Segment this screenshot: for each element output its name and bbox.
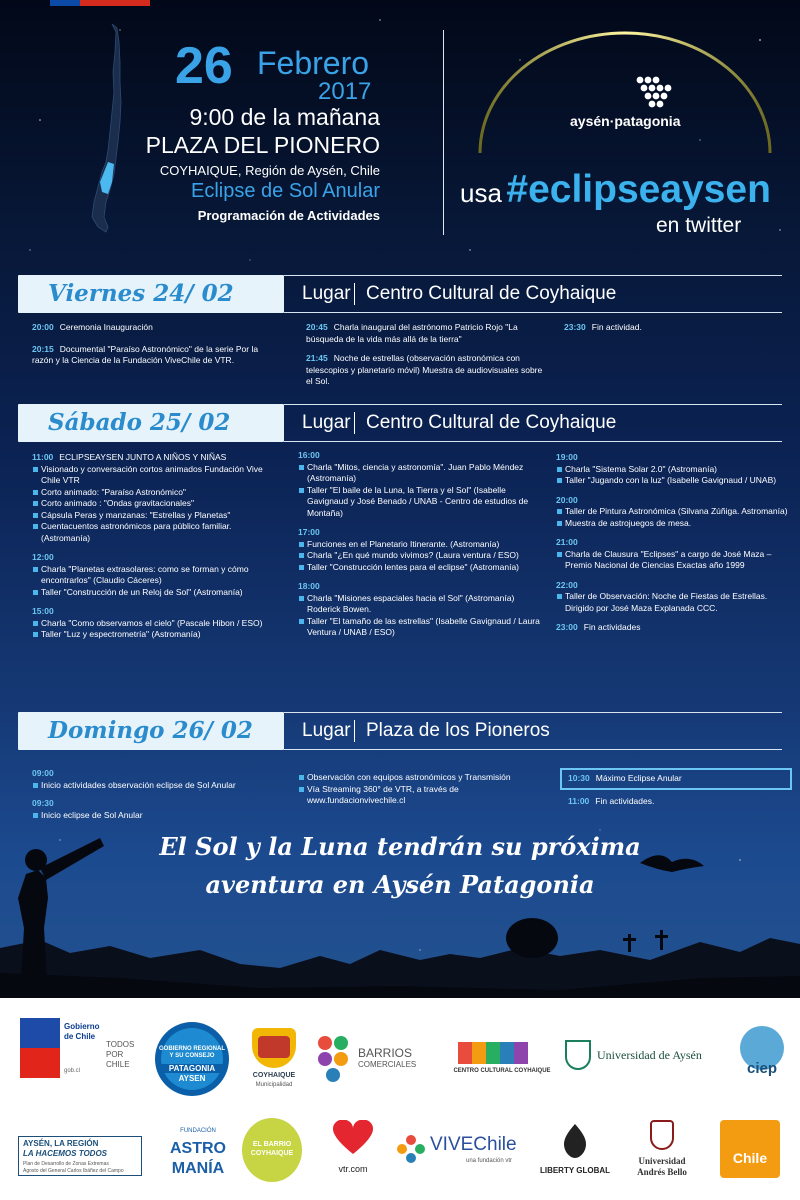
list-item: 21:00 Charla de Clausura "Eclipses" a cargo de José Maza – Premio Nacional de Ciencias Exactas año 1999 <box>556 537 794 572</box>
list-item: 23:30 Fin actividad. <box>564 322 642 332</box>
saturday-col-1 <box>32 452 282 648</box>
tagline-line-2: aventura en Aysén Patagonia <box>205 870 595 899</box>
lugar-label: Lugar <box>302 283 351 304</box>
gobierno-regional-logo: GOBIERNO REGIONAL Y SU CONSEJO PATAGONIA AYSEN <box>155 1022 229 1096</box>
list-item: 09:30 Inicio eclipse de Sol Anular <box>32 798 282 821</box>
program-title: Programación de Actividades <box>197 208 380 223</box>
liberty-global-logo: LIBERTY GLOBAL <box>538 1122 612 1182</box>
lugar-place: Plaza de los Pioneros <box>366 720 550 741</box>
chile-flag-bar <box>50 0 150 6</box>
hashtag[interactable]: #eclipseaysen <box>506 168 771 211</box>
list-item: 23:00 Fin actividades <box>556 622 641 632</box>
event-city: COYHAIQUE, Región de Aysén, Chile <box>159 163 380 178</box>
sunday-col-2 <box>298 772 548 807</box>
eclipse-arc-icon <box>460 18 790 158</box>
astromania-logo: FUNDACIÓN ASTRO MANÍA <box>170 1128 226 1177</box>
list-item: 17:00 Funciones en el Planetario Itinerante. (Astromanía) Charla "¿En qué mundo vivimos? (Laura ventura / ESO) Taller "Construcción lentes para el eclipse" (Astromanía) <box>298 527 543 573</box>
chile-map-icon <box>82 22 142 237</box>
friday-col-2 <box>306 322 546 395</box>
highlight-item: 10:30 Máximo Eclipse Anular <box>560 768 792 790</box>
lugar-label: Lugar <box>302 720 351 741</box>
list-item: Observación con equipos astronómicos y Transmisión <box>298 772 548 784</box>
list-item: 20:00 Ceremonia Inauguración <box>32 322 153 332</box>
day-banner-friday: Viernes 24/ 02 <box>18 275 284 313</box>
list-item: 16:00 Charla "Mitos, ciencia y astronomía". Juan Pablo Méndez (Astromanía) Taller "El baile de la Luna, la Tierra y el Sol" (Isabelle Gavignaud y José Benado / UNAB - Centro de estudios de Montaña) <box>298 450 543 519</box>
hashtag-prefix: usa <box>460 178 502 208</box>
ciep-logo: ciep <box>736 1026 788 1090</box>
event-venue: PLAZA DEL PIONERO <box>145 132 380 158</box>
list-item: Vía Streaming 360° de VTR, a través de www.fundacionvivechile.cl <box>298 784 548 807</box>
list-item: 22:00 Taller de Observación: Noche de Fiestas de Estrellas. Dirigido por José Maza Explanada CCC. <box>556 580 794 615</box>
saturday-col-3 <box>556 452 794 641</box>
friday-col-3 <box>564 322 784 341</box>
sponsor-logos <box>0 998 800 1200</box>
aysen-patagonia-logo: aysén·patagonia <box>570 113 681 129</box>
event-time: 9:00 de la mañana <box>189 104 380 130</box>
day-banner-saturday: Sábado 25/ 02 <box>18 404 284 442</box>
list-item: 20:15 Documental "Paraíso Astronómico" de la serie Por la razón y la Ciencia de la Fundación ViveChile de VTR. <box>32 343 259 365</box>
date-month: Febrero <box>257 45 370 81</box>
centro-cultural-logo: CENTRO CULTURAL COYHAIQUE <box>452 1042 552 1078</box>
date-year: 2017 <box>318 78 372 105</box>
vtr-logo: vtr.com <box>328 1120 378 1180</box>
saturday-col-2 <box>298 450 543 646</box>
list-item: 20:00 Taller de Pintura Astronómica (Silvana Zúñiga. Astromanía) Muestra de astrojuegos de mesa. <box>556 495 794 530</box>
twitter-label: en twitter <box>656 214 742 237</box>
list-item: 11:00 ECLIPSEAYSEN JUNTO A NIÑOS Y NIÑAS Visionado y conversación cortos animados Fundación Vive Chile VTR Corto animado: "Paraíso Astronómico" Corto animado : "Ondas gravitacionales" Cápsula Peras y manzanas: "Estrellas y Planetas" Cuentacuentos astronómicos para público familiar. (Astromanía) <box>32 452 282 544</box>
list-item: 09:00 Inicio actividades observación eclipse de Sol Anular <box>32 768 282 791</box>
list-item: 15:00 Charla "Como observamos el cielo" (Pascale Hibon / ESO) Taller "Luz y espectrometría" (Astromanía) <box>32 606 282 641</box>
friday-col-1 <box>32 322 272 374</box>
hashtag-line <box>460 168 771 212</box>
header-divider <box>443 30 444 235</box>
landscape-silhouette <box>0 818 800 998</box>
lugar-label: Lugar <box>302 412 351 433</box>
sunday-col-3 <box>568 768 792 814</box>
vivechile-logo: VIVEChile una fundación vtr <box>396 1128 526 1172</box>
unab-logo: Universidad Andrés Bello <box>624 1120 700 1184</box>
list-item: 20:45 Charla inaugural del astrónomo Patricio Rojo "La búsqueda de la vida más allá de la tierra" <box>306 322 518 344</box>
list-item: 21:45 Noche de estrellas (observación astronómica con telescopios y planetario móvil) Muestra de audiovisuales sobre el Sol. <box>306 353 543 386</box>
list-item: 19:00 Charla "Sistema Solar 2.0" (Astromanía) Taller "Jugando con la luz" (Isabelle Gavignaud / UNAB) <box>556 452 794 487</box>
lugar-friday <box>284 275 782 313</box>
el-barrio-coyhaique-logo: EL BARRIO COYHAIQUE <box>242 1118 302 1182</box>
list-item: 18:00 Charla "Misiones espaciales hacia el Sol" (Astromanía) Roderick Bowen. Taller "El tamaño de las estrellas" (Isabelle Gavignaud / Laura Ventura / UNAB / ESO) <box>298 581 543 639</box>
tagline-line-1: El Sol y la Luna tendrán su próxima <box>159 832 641 861</box>
event-title: Eclipse de Sol Anular <box>190 180 380 202</box>
lugar-place: Centro Cultural de Coyhaique <box>366 412 617 433</box>
coyhaique-logo: COYHAIQUE Municipalidad <box>244 1028 304 1094</box>
universidad-aysen-logo: Universidad de Aysén <box>565 1040 725 1074</box>
aysen-la-hacemos-logo: AYSÉN, LA REGIÓN LA HACEMOS TODOS Plan de Desarrollo de Zonas Extremas Agosto del General Carlos Ibáñez del Campo <box>18 1136 142 1176</box>
lugar-sunday <box>284 712 782 750</box>
lugar-saturday <box>284 404 782 442</box>
list-item: 12:00 Charla "Planetas extrasolares: como se forman y cómo encontrarlos" (Claudio Cáceres) Taller "Construcción de un Reloj de Sol" (Astromanía) <box>32 552 282 598</box>
barrios-comerciales-logo: BARRIOS COMERCIALES <box>318 1036 438 1086</box>
marca-chile-logo: Chile <box>720 1120 780 1178</box>
day-banner-sunday: Domingo 26/ 02 <box>18 712 284 750</box>
list-item: 11:00 Fin actividades. <box>568 795 655 806</box>
lugar-place: Centro Cultural de Coyhaique <box>366 283 617 304</box>
gobierno-chile-logo: Gobierno de Chile gob.cl TODOS POR CHILE <box>20 1018 140 1078</box>
date-day: 26 <box>175 37 233 95</box>
